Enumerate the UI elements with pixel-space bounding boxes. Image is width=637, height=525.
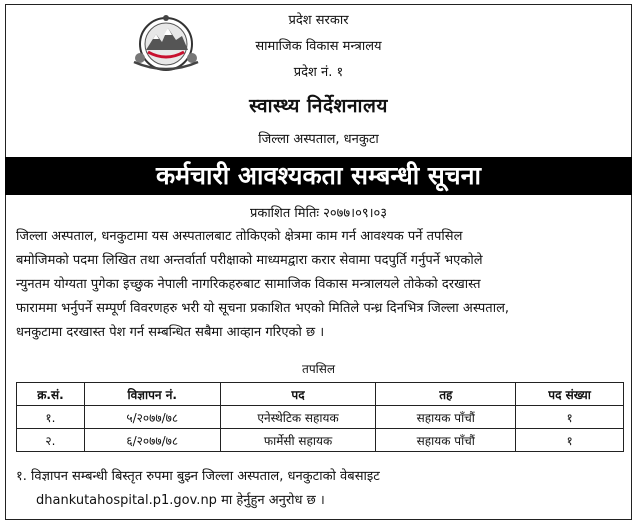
col-post: पद	[220, 383, 376, 406]
cell-count: १	[516, 429, 624, 452]
table-caption: तपसिल	[301, 362, 335, 376]
province-title: प्रदेश नं. १	[293, 65, 344, 80]
government-title: प्रदेश सरकार	[288, 13, 349, 28]
vacancy-table	[16, 382, 624, 452]
ministry-title: सामाजिक विकास मन्त्रालय	[255, 39, 382, 54]
table-row	[17, 429, 624, 452]
hospital-name: जिल्ला अस्पताल, धनकुटा	[258, 132, 379, 147]
cell-count: १	[516, 406, 624, 429]
footnote-suffix: मा हेर्नुहुन अनुरोध छ ।	[216, 493, 325, 508]
body-line-5: धनकुटामा दरखास्त पेश गर्न सम्बन्धित सबैमा आव्हान गरिएको छ ।	[16, 325, 325, 340]
cell-post: फार्मेसी सहायक	[220, 429, 376, 452]
col-count: पद संख्या	[516, 383, 624, 406]
body-line-4: फाराममा भर्नुपर्ने सम्पूर्ण विवरणहरु भरी यो सूचना प्रकाशित भएको मितिले पन्ध्र दिनभित्र जिल्ला अस्पताल,	[16, 301, 510, 316]
body-line-3: न्युनतम योग्यता पुगेका इच्छुक नेपाली नागरिकहरुबाट सामाजिक विकास मन्त्रालयले तोकेको दरखास्त	[16, 277, 481, 292]
table-row	[17, 406, 624, 429]
body-line-2: बमोजिमको पदमा लिखित तथा अन्तर्वार्ता परीक्षाको माध्यमद्वारा करार सेवामा पदपुर्ति गर्नुपर्ने भएकोले	[16, 253, 483, 268]
footnote-line-2	[36, 490, 637, 508]
footnote-line-1: १. विज्ञापन सम्बन्धी बिस्तृत रुपमा बुझ्न जिल्ला अस्पताल, धनकुटाको वेबसाइट	[16, 469, 380, 484]
col-level: तह	[376, 383, 516, 406]
cell-level: सहायक पाँचौं	[376, 406, 516, 429]
cell-serial: १.	[17, 406, 85, 429]
directorate-title: स्वास्थ्य निर्देशनालय	[249, 95, 388, 117]
cell-post: एनेस्थेटिक सहायक	[220, 406, 376, 429]
body-line-1: जिल्ला अस्पताल, धनकुटामा यस अस्पतालबाट तोकिएको क्षेत्रमा काम गर्न आवश्यक पर्ने तपसिल	[16, 229, 463, 244]
table-header-row	[17, 383, 624, 406]
col-ad-number: विज्ञापन नं.	[84, 383, 220, 406]
cell-ad-number: ६/२०७७/७८	[84, 429, 220, 452]
notice-title-banner: कर्मचारी आवश्यकता सम्बन्धी सूचना	[5, 157, 632, 195]
published-date: प्रकाशित मितिः २०७७।०९।०३	[249, 206, 388, 221]
cell-serial: २.	[17, 429, 85, 452]
website-link[interactable]: dhankutahospital.p1.gov.np	[36, 493, 217, 508]
col-serial: क्र.सं.	[17, 383, 85, 406]
cell-ad-number: ५/२०७७/७८	[84, 406, 220, 429]
cell-level: सहायक पाँचौं	[376, 429, 516, 452]
